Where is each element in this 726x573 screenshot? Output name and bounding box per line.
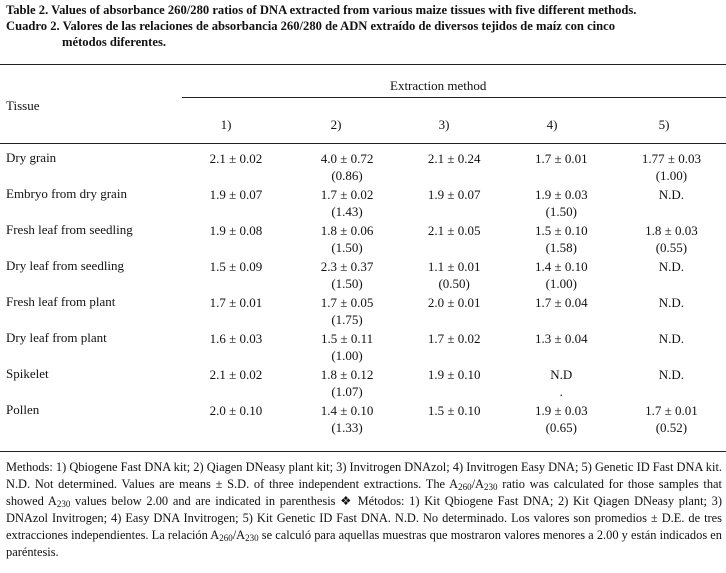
tissue-name: Fresh leaf from seedling [6, 222, 133, 237]
ratio-260-280: 1.5 ± 0.11 [320, 331, 374, 346]
ratio-260-230: (1.50) [545, 204, 577, 219]
value-cell-method-2 [291, 366, 402, 402]
value-cell-method-3 [403, 222, 506, 258]
ratio-260-280: 1.8 ± 0.03 [645, 223, 698, 238]
ratio-260-230: . [559, 384, 563, 399]
caption-spanish: Cuadro 2. Valores de las relaciones de absorbancia 260/280 de ADN extraído de diversos tejidos de maíz con cinco [6, 19, 616, 33]
table-notes [6, 459, 722, 561]
ratio-260-280: 1.5 ± 0.10 [534, 223, 588, 238]
caption-english: Table 2. Values of absorbance 260/280 ratios of DNA extracted from various maize tissues with five different methods. [6, 3, 637, 17]
ratio-260-280: 2.1 ± 0.05 [427, 223, 481, 238]
ratio-260-280: N.D. [658, 367, 685, 382]
header-method-2: 2) [330, 117, 342, 132]
value-cell-method-5 [617, 258, 726, 294]
ratio-260-280: 2.3 ± 0.37 [320, 259, 374, 274]
ratio-260-280: 1.77 ± 0.03 [641, 151, 701, 166]
ratio-260-280: N.D. [658, 259, 685, 274]
value-cell-method-3 [403, 402, 506, 438]
value-cell-method-5 [617, 402, 726, 438]
ratio-260-280: 1.7 ± 0.04 [534, 295, 588, 310]
value-cell-method-4 [506, 294, 617, 330]
table-row [0, 186, 726, 222]
method-underline [182, 97, 726, 98]
header-method-1: 1) [220, 117, 232, 132]
value-cell-method-4 [506, 186, 617, 222]
value-cell-method-3 [403, 258, 506, 294]
ratio-260-280: 1.9 ± 0.03 [534, 403, 588, 418]
value-cell-method-3 [403, 186, 506, 222]
ratio-260-280: 2.1 ± 0.02 [209, 151, 263, 166]
ratio-260-280: 1.4 ± 0.10 [320, 403, 374, 418]
value-cell-method-2 [291, 222, 402, 258]
value-cell-method-5 [617, 150, 726, 186]
header-method-5: 5) [658, 117, 670, 132]
ratio-260-280: 2.1 ± 0.02 [209, 367, 263, 382]
ratio-260-280: 1.6 ± 0.03 [209, 331, 263, 346]
ratio-260-230: (1.07) [331, 384, 363, 399]
value-cell-method-4 [506, 402, 617, 438]
value-cell-method-2 [291, 294, 402, 330]
value-cell-method-5 [617, 330, 726, 366]
ratio-260-280: 1.5 ± 0.09 [209, 259, 263, 274]
value-cell-method-1 [181, 402, 292, 438]
value-cell-method-3 [403, 366, 506, 402]
value-cell-method-5 [617, 366, 726, 402]
tissue-name: Fresh leaf from plant [6, 294, 116, 309]
table-row [0, 258, 726, 294]
ratio-260-230: (1.00) [545, 276, 577, 291]
ratio-260-280: 1.7 ± 0.01 [534, 151, 588, 166]
value-cell-method-2 [291, 186, 402, 222]
ratio-260-280: 1.7 ± 0.01 [209, 295, 263, 310]
caption-spanish-continued: métodos diferentes. [62, 35, 166, 49]
value-cell-method-2 [291, 330, 402, 366]
tissue-name: Embryo from dry grain [6, 186, 127, 201]
ratio-260-280: 2.1 ± 0.24 [427, 151, 481, 166]
value-cell-method-3 [403, 330, 506, 366]
table-row [0, 366, 726, 402]
data-table [0, 150, 726, 438]
value-cell-method-2 [291, 150, 402, 186]
ratio-260-280: N.D [550, 367, 573, 382]
ratio-260-230: (0.55) [655, 240, 688, 255]
tissue-name: Spikelet [6, 366, 49, 381]
ratio-260-280: 1.7 ± 0.05 [320, 295, 374, 310]
bottom-rule [0, 451, 726, 452]
ratio-260-230: (1.33) [331, 420, 363, 435]
value-cell-method-1 [181, 330, 292, 366]
ratio-260-230: (1.43) [331, 204, 363, 219]
ratio-260-280: 1.9 ± 0.07 [209, 187, 263, 202]
value-cell-method-1 [181, 222, 292, 258]
value-cell-method-4 [506, 258, 617, 294]
ratio-260-280: 1.9 ± 0.07 [427, 187, 481, 202]
ratio-260-230: (1.50) [331, 240, 363, 255]
ratio-260-280: 1.9 ± 0.10 [427, 367, 481, 382]
value-cell-method-5 [617, 294, 726, 330]
tissue-name: Pollen [6, 402, 40, 417]
ratio-260-280: N.D. [658, 331, 685, 346]
value-cell-method-5 [617, 186, 726, 222]
ratio-260-230: (0.50) [438, 276, 470, 291]
ratio-260-280: 4.0 ± 0.72 [320, 151, 374, 166]
value-cell-method-1 [181, 294, 292, 330]
table-caption [6, 2, 722, 50]
ratio-260-230: (1.50) [331, 276, 363, 291]
ratio-260-230: (1.75) [331, 312, 363, 327]
value-cell-method-4 [506, 222, 617, 258]
value-cell-method-1 [181, 366, 292, 402]
ratio-260-280: 1.7 ± 0.02 [320, 187, 374, 202]
ratio-260-280: 1.1 ± 0.01 [427, 259, 481, 274]
ratio-260-280: 1.9 ± 0.08 [209, 223, 263, 238]
ratio-260-280: 1.4 ± 0.10 [534, 259, 588, 274]
ratio-260-280: 1.5 ± 0.10 [427, 403, 481, 418]
ratio-260-280: 1.8 ± 0.12 [320, 367, 374, 382]
ratio-260-230: (1.00) [331, 348, 363, 363]
ratio-260-280: 1.9 ± 0.03 [534, 187, 588, 202]
tissue-name: Dry leaf from seedling [6, 258, 125, 273]
value-cell-method-4 [506, 150, 617, 186]
header-rule [0, 143, 726, 144]
ratio-260-280: 1.3 ± 0.04 [534, 331, 588, 346]
ratio-260-280: 2.0 ± 0.01 [427, 295, 481, 310]
ratio-260-280: 2.0 ± 0.10 [209, 403, 263, 418]
table-row [0, 294, 726, 330]
value-cell-method-4 [506, 366, 617, 402]
value-cell-method-1 [181, 186, 292, 222]
ratio-260-230: (0.86) [331, 168, 363, 183]
value-cell-method-1 [181, 150, 292, 186]
value-cell-method-4 [506, 330, 617, 366]
tissue-name: Dry leaf from plant [6, 330, 107, 345]
value-cell-method-2 [291, 402, 402, 438]
tissue-name: Dry grain [6, 150, 57, 165]
header-method-4: 4) [546, 117, 558, 132]
ratio-260-230: (0.65) [545, 420, 577, 435]
ratio-260-230: (0.52) [655, 420, 688, 435]
value-cell-method-2 [291, 258, 402, 294]
top-rule [0, 64, 726, 65]
header-extraction-method: Extraction method [390, 78, 487, 93]
notes-english: Methods: 1) Qbiogene Fast DNA kit; 2) Qiagen DNeasy plant kit; 3) Invitrogen DNAzol; 4) Invitrogen Easy DNA; 5) Genetic ID Fast DNA kit. N.D. Not determined. Values are means ± S.D. of three independent extractions. The $A_{260}/A_{230}$ ratio was calculated for those samples that showed $A_{230}$ values below 2.00 and are indicated in parenthesis ❖ [6, 460, 722, 509]
ratio-260-280: N.D. [658, 187, 685, 202]
ratio-260-280: 1.8 ± 0.06 [320, 223, 374, 238]
table-row [0, 330, 726, 366]
header-tissue: Tissue [6, 98, 40, 113]
ratio-260-280: 1.7 ± 0.01 [645, 403, 698, 418]
table-row [0, 402, 726, 438]
value-cell-method-5 [617, 222, 726, 258]
header-method-3: 3) [438, 117, 450, 132]
table-row [0, 150, 726, 186]
value-cell-method-1 [181, 258, 292, 294]
ratio-260-230: (1.58) [545, 240, 577, 255]
notes-spanish: Métodos: 1) Kit Qbiogene Fast DNA; 2) Kit Qiagen DNeasy plant; 3) DNAzol Invitrogen; 4) Easy DNA Invitrogen; 5) Kit Genetic ID Fast DNA. N.D. No determinado. Los valores son promedios ± D.E. de tres extracciones independientes. La relación $A_{260}/A_{230}$ se calculó para aquellas muestras que mostraron valores menores a 2.00 y están indicados en paréntesis. [6, 494, 722, 559]
ratio-260-280: 1.7 ± 0.02 [427, 331, 481, 346]
value-cell-method-3 [403, 294, 506, 330]
ratio-260-280: N.D. [658, 295, 685, 310]
table-row [0, 222, 726, 258]
value-cell-method-3 [403, 150, 506, 186]
ratio-260-230: (1.00) [655, 168, 688, 183]
